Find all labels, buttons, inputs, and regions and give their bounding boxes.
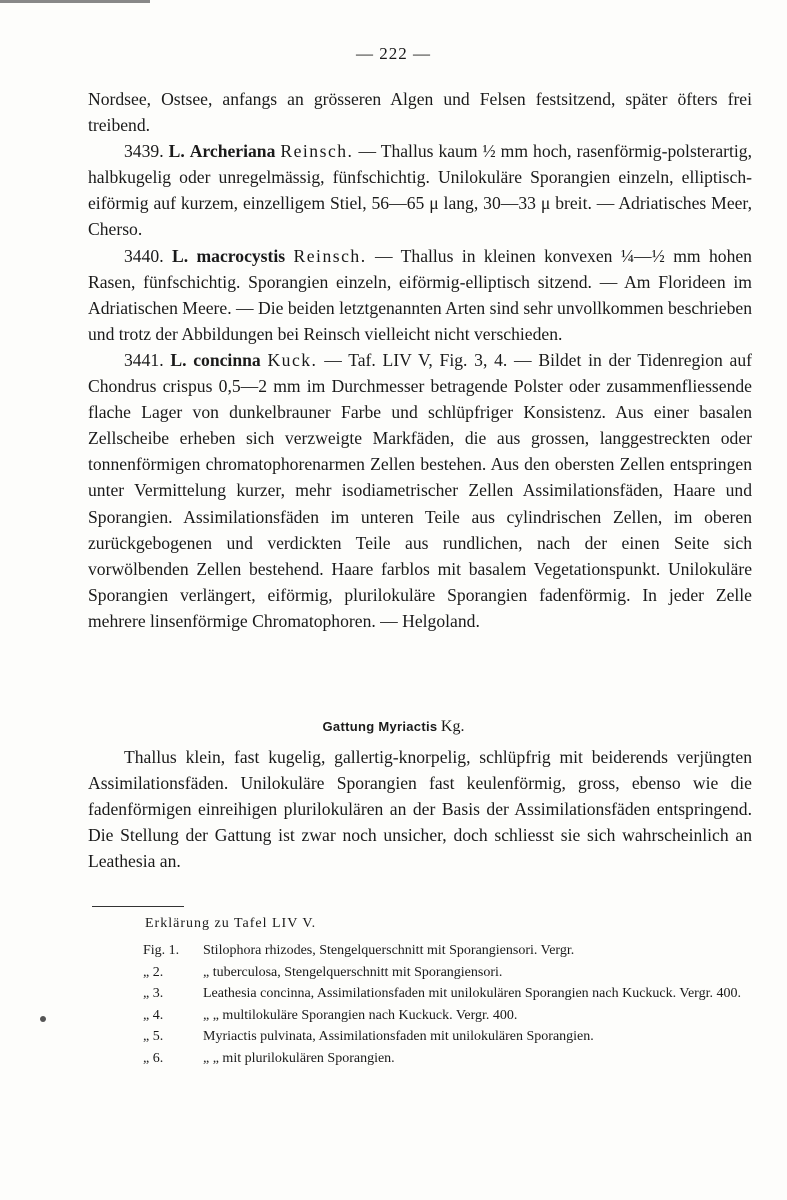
footnote-divider (92, 906, 184, 907)
figure-description: Stilophora rhizodes, Stengelquerschnitt mit Sporangiensori. Vergr. (203, 943, 575, 958)
genus-abbrev: L. (171, 245, 189, 266)
page-number: — 222 — (356, 44, 431, 63)
genus-abbrev: L. (170, 349, 187, 370)
figure-legend-item (143, 1026, 755, 1048)
figure-description: „ „ multilokuläre Sporangien nach Kuckuck. Vergr. 400. (203, 1007, 518, 1023)
figure-number: „ 3. (143, 986, 164, 1001)
genus-author: Kg. (440, 718, 465, 735)
species-author: Reinsch. (280, 141, 354, 162)
figure-legend-item (143, 1048, 755, 1070)
species-name: macrocystis (196, 245, 286, 266)
figure-description: Myriactis pulvinata, Assimilationsfaden mit unilokulären Sporangien. (203, 1029, 594, 1044)
entry-number: 3441. (124, 349, 164, 370)
figure-legend-item (143, 940, 755, 962)
genus-abbrev: L. (168, 141, 185, 162)
genus-description: Thallus klein, fast kugelig, gallertig-knorpelig, schlüpfrig mit beiderends verjüngten Assimilationsfäden. Unilokuläre Sporangien fast keulenförmig, gross, ebenso wie die fadenförmigen einreihigen plurilokulären an der Basis der Assimilationsfäden entspringend. Die Stellung der Gattung ist zwar noch unsicher, doch schliesst sie sich wahrscheinlich an Leathesia an. (88, 747, 752, 872)
figure-number: „ 4. (143, 1007, 164, 1023)
figure-legend-item (143, 962, 755, 984)
figure-number: „ 6. (143, 1050, 164, 1066)
figure-number: „ 2. (143, 964, 164, 980)
main-text-block (88, 86, 752, 634)
figure-number: „ 5. (143, 1029, 164, 1044)
figure-description: „ tuberculosa, Stengelquerschnitt mit Sporangiensori. (203, 964, 503, 980)
scan-edge-mark (0, 0, 150, 3)
figure-description: „ „ mit plurilokulären Sporangien. (203, 1050, 395, 1066)
genus-heading (0, 718, 787, 736)
species-description: — Taf. LIV V, Fig. 3, 4. — Bildet in der Tidenregion auf Chondrus crispus 0,5—2 mm im Durchmesser betragende Polster oder zusammenfliessende flache Lager von dunkelbrauner Farbe und schlüpfriger Konsistenz. Aus einer basalen Zellscheibe erheben sich verzweigte Markfäden, die aus grossen, langgestreckten oder tonnenförmigen chromatophorenarmen Zellen bestehen. Aus den obersten Zellen entspringen unter Vermittelung kurzer, mehr isodiametrischer Zellen Assimilationsfäden, Haare und Sporangien. Assimilationsfäden im unteren Teile aus cylindrischen Zellen, im oberen zurückgebogenen und verdickten Teile aus rundlichen, nach der einen Seite sich vorwölbenden Zellen bestehend. Haare farblos mit basalem Vegetationspunkt. Unilokuläre Sporangien verlängert, eiförmig, plurilokuläre Sporangien fadenförmig. In jeder Zelle mehrere linsenförmige Chromatophoren. — Helgoland. (88, 349, 752, 631)
entry-number: 3439. (124, 141, 164, 162)
species-name: concinna (193, 349, 261, 370)
figure-number: Fig. 1. (143, 943, 180, 958)
species-name: Archeriana (189, 141, 276, 162)
species-entry-3440 (88, 243, 752, 347)
species-description: — Thallus kaum ½ mm hoch, rasenförmig-polsterartig, halbkugelig oder unregelmässig, fünfschichtig. Unilokuläre Sporangien einzeln, elliptisch-eiförmig auf kurzem, einzelligem Stiel, 56—65 μ lang, 30—33 μ breit. — Adriatisches Meer, Cherso. (88, 141, 752, 240)
species-entry-3439 (88, 138, 752, 242)
genus-description-block (88, 744, 752, 874)
genus-name: Gattung Myriactis (322, 719, 438, 734)
figure-legend-list (143, 940, 755, 1069)
paragraph-continuation: Nordsee, Ostsee, anfangs an grösseren Algen und Felsen festsitzend, später öfters frei treibend. (88, 89, 752, 136)
scan-speck (40, 1016, 46, 1022)
plate-explanation-title: Erklärung zu Tafel LIV V. (145, 916, 317, 931)
figure-legend-item (143, 983, 755, 1005)
species-author: Kuck. (267, 349, 318, 370)
entry-number: 3440. (124, 245, 164, 266)
species-description: — Thallus in kleinen konvexen ¼—½ mm hohen Rasen, fünfschichtig. Sporangien einzeln, eiförmig-elliptisch sitzend. — Am Florideen im Adriatischen Meere. — Die beiden letztgenannten Arten sind sehr unvollkommen beschrieben und trotz der Abbildungen bei Reinsch vielleicht nicht verschieden. (88, 245, 752, 344)
species-entry-3441 (88, 347, 752, 634)
figure-legend-item (143, 1005, 755, 1027)
species-author: Reinsch. (293, 245, 367, 266)
figure-description: Leathesia concinna, Assimilationsfaden mit unilokulären Sporangien nach Kuckuck. Vergr. 400. (203, 986, 741, 1001)
